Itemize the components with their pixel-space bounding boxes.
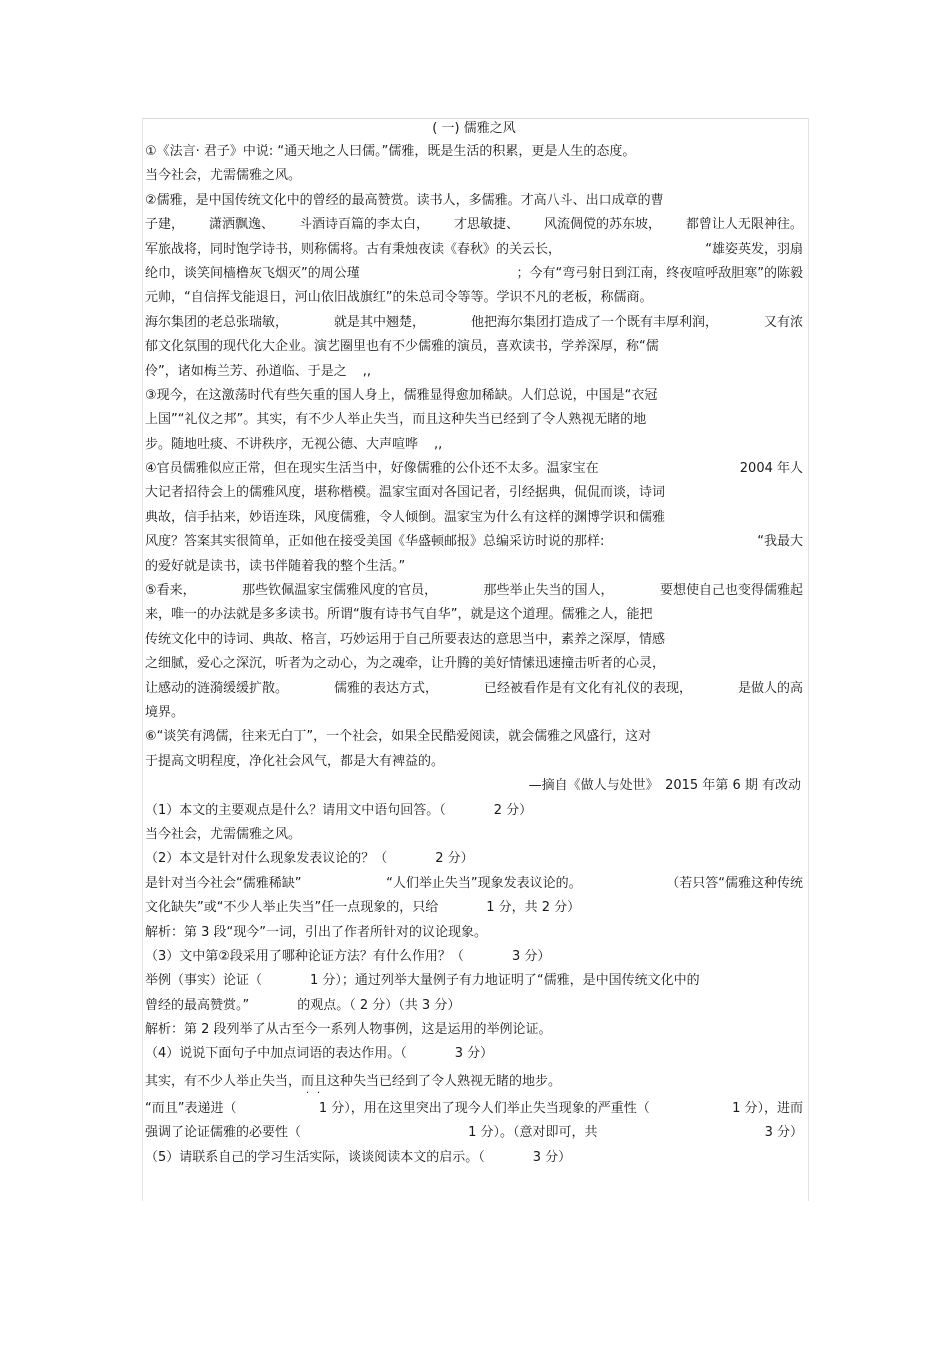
text-segment: ⑥“谈笑有鸿儒，往来无白丁”，一个社会，如果全民酷爱阅读，就会儒雅之风盛行，这对	[145, 729, 652, 745]
text-segment: 已经被看作是有文化有礼仪的表现，	[483, 680, 692, 696]
text-segment: 那些举止失当的国人，	[483, 583, 614, 599]
text-segment: 当今社会，尤需儒雅之风。	[145, 826, 302, 842]
text-segment: 文化缺失”或“不少人举止失当”任一点现象的，只给	[145, 900, 439, 916]
essay-line	[145, 408, 803, 432]
essay-line	[145, 213, 803, 237]
text-segment: 让感动的涟漪缓缓扩散。	[145, 680, 289, 696]
text-segment: 的观点。（ 2 分）（共 3 分）	[297, 997, 461, 1013]
qa-line	[145, 921, 803, 945]
sentence-after: 这种失当已经到了令人熟视无睹的地步。	[327, 1073, 562, 1089]
essay-line	[145, 677, 803, 701]
text-segment: 3 分）	[511, 948, 551, 964]
text-segment: 要想使自己也变得儒雅起	[659, 583, 803, 599]
text-segment: ③现今，在这激荡时代有些矢重的国人身上，儒雅显得愈加稀缺。人们总说，中国是“衣冠	[145, 387, 658, 403]
essay-line	[145, 701, 803, 725]
text-segment: 典故，信手拈来，妙语连珠，风度儒雅，令人倾倒。温家宝为什么有这样的渊博学识和儒雅	[145, 509, 666, 525]
essay-line	[145, 140, 803, 164]
section-title: ( 一) 儒雅之风	[432, 121, 516, 136]
essay-line	[145, 164, 803, 188]
text-segment: ⑤看来，	[145, 583, 196, 599]
text-segment: 的爱好就是读书，读书伴随着我的整个生活。”	[145, 558, 406, 574]
essay-line	[145, 530, 803, 554]
qa-line	[145, 872, 803, 896]
text-segment: ,,	[434, 436, 443, 452]
essay-line	[145, 238, 803, 262]
essay-text	[145, 140, 803, 774]
essay-line	[145, 457, 803, 481]
text-segment: 就是其中翘楚，	[333, 314, 425, 330]
qa-line	[145, 1146, 803, 1170]
qa-line	[145, 1042, 803, 1066]
essay-line	[145, 603, 803, 627]
text-segment: 1 分）；通过列举大量例子有力地证明了“儒雅，是中国传统文化中的	[310, 973, 700, 989]
text-segment: 曾经的最高赞赏。”	[145, 997, 250, 1013]
qa-line	[145, 945, 803, 969]
dotted-word: 而且 · ·	[301, 1067, 327, 1097]
qa-line	[145, 823, 803, 847]
text-segment: ④官员儒雅似应正常，但在现实生活当中，好像儒雅的公仆还不太多。温家宝在	[145, 461, 599, 477]
text-segment: 军旅战将，同时饱学诗书，则称儒将。古有秉烛夜读《春秋》的关云长，	[145, 241, 562, 257]
text-segment: 传统文化中的诗词、典故、格言，巧妙运用于自己所要表达的意思当中，素养之深厚，情感	[145, 631, 666, 647]
text-segment: 3 分）	[532, 1149, 572, 1165]
qa-line	[145, 896, 803, 920]
source-note: —摘自《做人与处世》 2015 年第 6 期 有改动	[528, 778, 801, 794]
qa-line	[145, 994, 803, 1018]
text-segment: 那些钦佩温家宝儒雅风度的官员，	[242, 583, 438, 599]
text-segment: 3 分）	[454, 1046, 494, 1062]
text-segment: ；今有“弯弓射日到江南，终夜喧呼敌胆寒”的陈毅	[516, 265, 803, 281]
text-segment: 2004 年人	[739, 461, 803, 477]
text-segment: （3）文中第②段采用了哪种论证方法？有什么作用？（	[145, 948, 464, 964]
text-segment: 2 分）	[435, 851, 474, 867]
text-segment: 是针对当今社会“儒雅稀缺”	[145, 875, 302, 891]
text-segment: 是做人的高	[737, 680, 803, 696]
text-segment: 之细腻，爱心之深沉，听者为之动心，为之魂牵，让升腾的美好情愫迅速撞击听者的心灵，	[145, 656, 666, 672]
text-segment: 当今社会，尤需儒雅之风。	[145, 168, 302, 184]
essay-line	[145, 189, 803, 213]
text-segment: 海尔集团的老总张瑞敏，	[145, 314, 289, 330]
essay-line	[145, 725, 803, 749]
text-segment: 1 分），用在这里突出了现今人们举止失当现象的严重性（	[318, 1100, 650, 1116]
text-segment: “而且”表递进（	[145, 1100, 237, 1116]
text-segment: 1 分），进而	[732, 1100, 803, 1116]
text-segment: “人们举止失当”现象发表议论的。	[386, 875, 582, 891]
qa-line	[145, 847, 803, 871]
text-segment: （若只答“儒雅这种传统	[666, 875, 803, 891]
essay-line	[145, 750, 803, 774]
text-segment: 儒雅的表达方式，	[333, 680, 438, 696]
qa-line	[145, 1018, 803, 1042]
text-segment: （1）本文的主要观点是什么？请用文中语句回答。（	[145, 802, 446, 818]
text-segment: ①《法言· 君子》中说: “通天地之人曰儒。”儒雅，既是生活的积累，更是人生的态度。	[145, 144, 636, 159]
essay-line	[145, 384, 803, 408]
qa-line	[145, 969, 803, 993]
text-segment: 上国”“礼仪之邦”。其实，有不少人举止失当，而且这种失当已经到了令人熟视无睹的地	[145, 412, 647, 428]
text-segment: ,,	[362, 363, 372, 379]
text-segment: “雄姿英发，羽扇	[705, 241, 803, 257]
text-segment: （5）请联系自己的学习生活实际，谈谈阅读本文的启示。（	[145, 1149, 485, 1165]
essay-line	[145, 311, 803, 335]
document-body	[145, 118, 803, 1170]
text-segment: 解析：第 2 段列举了从古至今一系列人物事例，这是运用的举例论证。	[145, 1022, 552, 1038]
text-segment: 他把海尔集团打造成了一个既有丰厚利润，	[470, 314, 718, 330]
text-segment: 来，唯一的办法就是多多读书。所谓“腹有诗书气自华”，就是这个道理。儒雅之人，能把	[145, 607, 653, 623]
text-segment: 1 分，共 2 分）	[486, 900, 581, 916]
text-segment: 子建，	[145, 217, 185, 233]
essay-line	[145, 652, 803, 676]
text-segment: （2）本文是针对什么现象发表议论的？（	[145, 851, 388, 867]
essay-line	[145, 433, 803, 457]
text-segment: 郁文化氛围的现代化大企业。演艺圈里也有不少儒雅的演员，喜欢读书，学养深厚，称“儒	[145, 339, 659, 355]
sentence-before: 其实，有不少人举止失当，	[145, 1073, 302, 1089]
text-segment: 纶巾，谈笑间樯橹灰飞烟灭”的周公瑾	[145, 265, 360, 281]
text-segment: 举例（事实）论证（	[145, 973, 263, 989]
text-segment: 都曾让人无限神往。	[685, 217, 803, 233]
text-segment: 潇洒飘逸、	[208, 217, 274, 233]
qa-line	[145, 1097, 803, 1121]
qa-line	[145, 1121, 803, 1145]
text-segment: 强调了论证儒雅的必要性（	[145, 1125, 302, 1141]
text-segment: 斗酒诗百篇的李太白，	[298, 217, 429, 233]
questions-answers	[145, 799, 803, 1067]
text-segment: 1 分）。（意对即可，共	[468, 1125, 598, 1141]
essay-line	[145, 335, 803, 359]
text-segment: 解析：第 3 段“现今”一词，引出了作者所针对的议论现象。	[145, 924, 488, 940]
text-segment: 又有浓	[763, 314, 803, 330]
text-segment: 风流倜傥的苏东坡，	[543, 217, 661, 233]
text-segment: 境界。	[145, 704, 185, 720]
text-segment: 元帅，“自信挥戈能退日，河山依旧战旗红”的朱总司令等等。学识不凡的老板，称儒商。	[145, 290, 653, 306]
text-segment: 才思敏捷、	[453, 217, 519, 233]
qa-line	[145, 799, 803, 823]
text-segment: “我最大	[757, 534, 803, 550]
text-segment: 2 分）	[493, 802, 533, 818]
example-sentence	[145, 1067, 803, 1097]
text-segment: 伶”，诸如梅兰芳、孙道临、于是之	[145, 363, 347, 379]
text-segment: 于提高文明程度，净化社会风气，都是大有裨益的。	[145, 753, 445, 769]
essay-line	[145, 286, 803, 310]
essay-line	[145, 506, 803, 530]
text-segment: 大记者招待会上的儒雅风度，堪称楷模。温家宝面对各国记者，引经据典，侃侃而谈，诗词	[145, 485, 666, 501]
text-segment: 3 分）	[764, 1125, 803, 1141]
questions-answers-continued	[145, 1097, 803, 1170]
essay-line	[145, 360, 803, 384]
essay-line	[145, 628, 803, 652]
text-segment: 步。随地吐痰、不讲秩序，无视公德、大声喧哗	[145, 436, 419, 452]
text-segment: （4）说说下面句子中加点词语的表达作用。（	[145, 1046, 407, 1062]
essay-line	[145, 481, 803, 505]
essay-line	[145, 262, 803, 286]
text-segment: ②儒雅，是中国传统文化中的曾经的最高赞赏。读书人，多儒雅。才高八斗、出口成章的曹	[145, 192, 664, 208]
text-segment: 风度？答案其实很简单，正如他在接受美国《华盛顿邮报》总编采访时说的那样:	[145, 534, 605, 550]
essay-line	[145, 579, 803, 603]
essay-line	[145, 555, 803, 579]
